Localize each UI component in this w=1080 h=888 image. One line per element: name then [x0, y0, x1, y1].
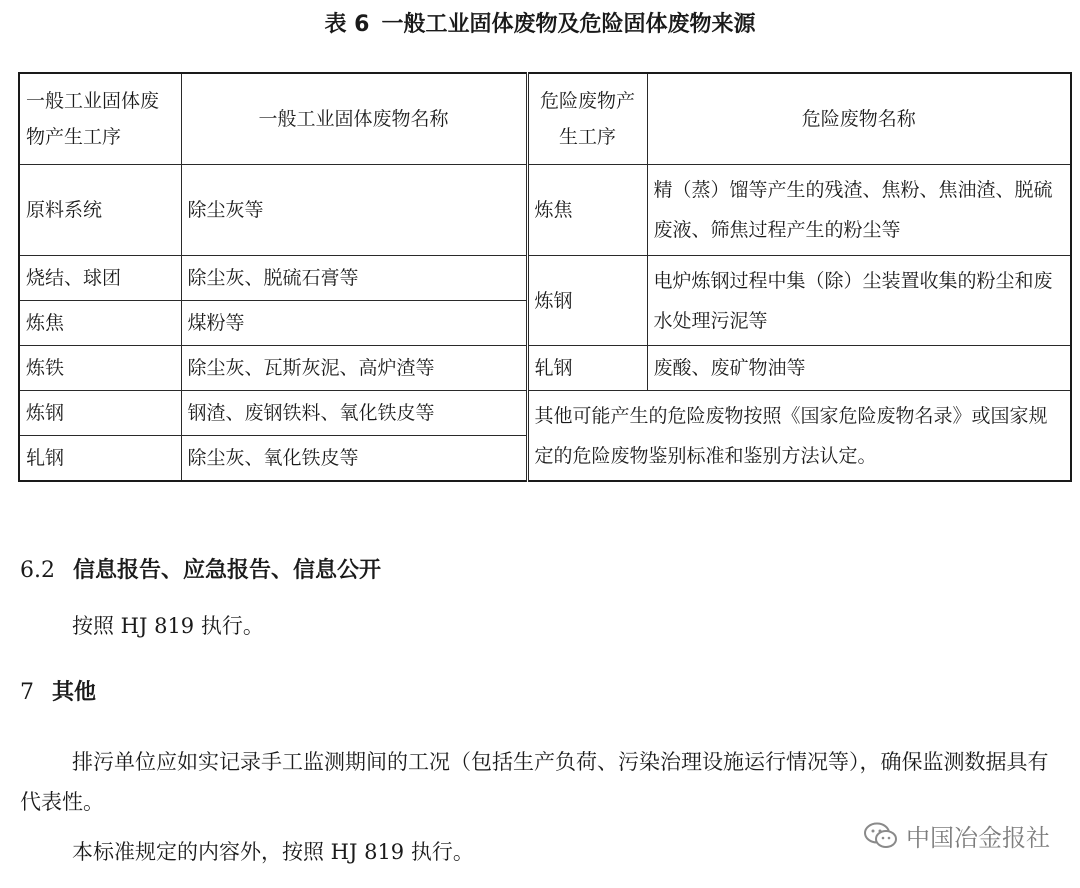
general-process-cell: 烧结、球团: [19, 256, 181, 301]
section-title: 其他: [52, 680, 97, 705]
general-process-cell: 炼焦: [19, 301, 181, 346]
general-name-cell: 除尘灰、脱硫石膏等: [181, 256, 527, 301]
general-process-cell: 炼钢: [19, 391, 181, 436]
general-name-cell: 钢渣、废钢铁料、氧化铁皮等: [181, 391, 527, 436]
hazard-name-cell: 精（蒸）馏等产生的残渣、焦粉、焦油渣、脱硫废液、筛焦过程产生的粉尘等: [647, 165, 1071, 256]
general-process-cell: 炼铁: [19, 346, 181, 391]
general-process-cell: 原料系统: [19, 165, 181, 256]
table-caption-title: 一般工业固体废物及危险固体废物来源: [381, 12, 756, 37]
general-name-cell: 除尘灰等: [181, 165, 527, 256]
hazard-process-cell: 轧钢: [527, 346, 647, 391]
section-title: 信息报告、应急报告、信息公开: [73, 558, 382, 583]
hazard-process-cell: 炼焦: [527, 165, 647, 256]
table-row: [19, 346, 1071, 391]
header-hazard-process: 危险废物产生工序: [527, 73, 647, 165]
hazard-name-cell: 废酸、废矿物油等: [647, 346, 1071, 391]
table-header-row: [19, 73, 1071, 165]
general-name-cell: 除尘灰、氧化铁皮等: [181, 436, 527, 482]
table-row: [19, 165, 1071, 256]
table-caption: [0, 8, 1080, 42]
general-name-cell: 除尘灰、瓦斯灰泥、高炉渣等: [181, 346, 527, 391]
table-caption-number: 表 6: [324, 12, 370, 37]
waste-source-table: [18, 72, 1072, 482]
watermark-text: 中国冶金报社: [906, 824, 1050, 852]
general-process-cell: 轧钢: [19, 436, 181, 482]
table-row: [19, 391, 1071, 436]
section-number: 7: [20, 680, 34, 705]
wechat-icon: [864, 822, 898, 850]
section-heading-7: [20, 676, 96, 710]
header-hazard-name: 危险废物名称: [647, 73, 1071, 165]
section-6-2-body: 按照 HJ 819 执行。: [72, 614, 264, 638]
general-name-cell: 煤粉等: [181, 301, 527, 346]
section-heading-6-2: [20, 554, 381, 588]
section-7-paragraph: 排污单位应如实记录手工监测期间的工况（包括生产负荷、污染治理设施运行情况等），确保监测数据具有代表性。: [20, 750, 1049, 814]
section-number: 6.2: [20, 558, 55, 583]
table-row: [19, 256, 1071, 301]
watermark: [864, 818, 1050, 853]
hazard-name-cell: 电炉炼钢过程中集（除）尘装置收集的粉尘和废水处理污泥等: [647, 256, 1071, 346]
header-general-process: 一般工业固体废物产生工序: [19, 73, 181, 165]
header-general-name: 一般工业固体废物名称: [181, 73, 527, 165]
section-7-paragraph: 本标准规定的内容外，按照 HJ 819 执行。: [72, 840, 474, 864]
hazard-note-cell: 其他可能产生的危险废物按照《国家危险废物名录》或国家规定的危险废物鉴别标准和鉴别方法认定。: [527, 391, 1071, 482]
hazard-process-cell: 炼钢: [527, 256, 647, 346]
